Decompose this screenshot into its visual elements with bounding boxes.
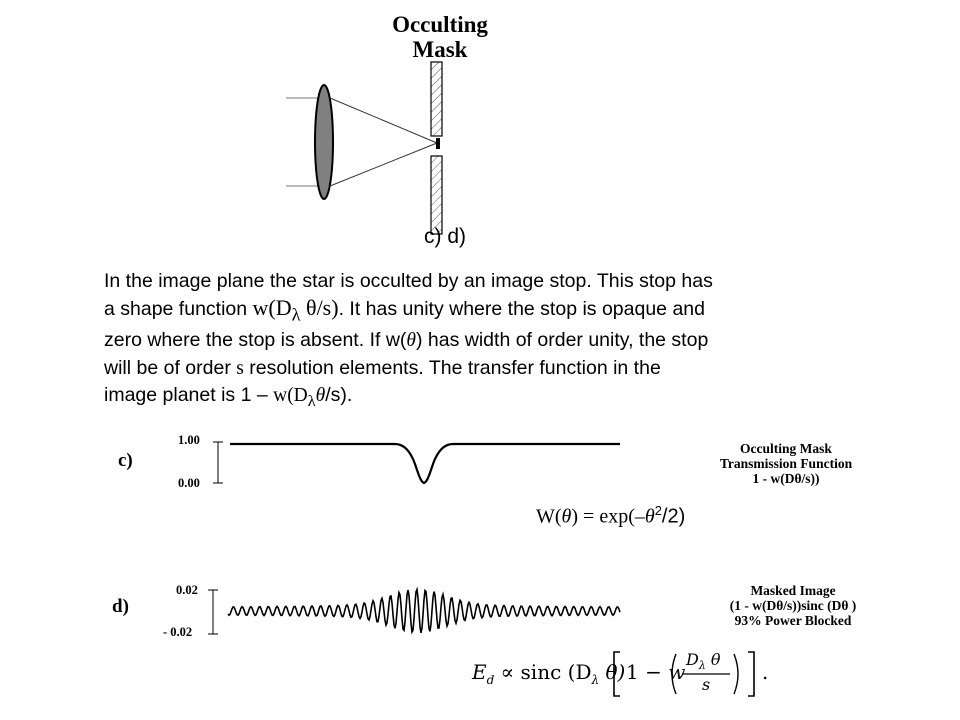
panel-label: c) d)	[424, 225, 466, 248]
panel-c-caption-line3: 1 - w(Dθ/s))	[752, 471, 820, 486]
para-l3-rest: ) has width of order unity, the stop	[416, 329, 709, 352]
panel-c-caption-line1: Occulting Mask	[740, 441, 832, 456]
math-theta-s: θ/s)	[300, 294, 339, 320]
equation-right-bracket	[748, 652, 754, 696]
eq-prop-sinc: ∝ sinc (D	[494, 660, 592, 684]
eq-frac-d: D	[686, 650, 699, 669]
panel-d-tick-top-label: 0.02	[176, 583, 198, 597]
eq-frac-s: s	[702, 675, 711, 694]
math-w-d: w(D	[252, 294, 292, 320]
para-l5-theta: θ	[315, 385, 326, 407]
w-formula-suffix: /2)	[661, 505, 686, 528]
image-stop	[436, 138, 440, 149]
eq-e: E	[472, 660, 487, 684]
panel-d-tick-bottom-label: - 0.02	[163, 625, 193, 639]
eq-theta: θ)	[599, 660, 626, 684]
equation-lhs	[472, 660, 625, 687]
converging-ray-bottom	[330, 143, 437, 186]
transmission-curve	[230, 444, 620, 483]
converging-ray-top	[330, 98, 437, 143]
para-l4-s: s	[236, 357, 244, 379]
w-formula-theta: θ	[561, 505, 572, 528]
w-formula-middle: ) = exp(–	[571, 505, 645, 528]
panel-d-caption	[698, 583, 888, 628]
mask-plate-top	[431, 62, 442, 136]
masked-image-waveform	[228, 590, 620, 633]
mask-title-line2: Mask	[412, 37, 468, 62]
equation-fraction-numerator	[686, 650, 721, 672]
panel-c-caption	[700, 441, 872, 486]
equation-one-minus: 1 − w	[626, 660, 686, 684]
mask-plate-bottom	[431, 156, 442, 234]
mask-title-line1: Occulting	[392, 12, 488, 37]
eq-e-sub: d	[486, 673, 495, 687]
panel-c-label: c)	[118, 450, 133, 471]
panel-c-tick-bottom-label: 0.00	[178, 476, 200, 490]
para-l2-text: a shape function	[104, 297, 253, 320]
lens-shape	[315, 85, 333, 199]
w-formula	[536, 503, 685, 529]
equation-period: .	[762, 660, 769, 684]
para-l5-math: w(D	[273, 385, 308, 407]
para-l3-theta: θ	[406, 330, 416, 352]
para-l5-text: image planet is 1 –	[104, 384, 274, 407]
math-lambda: λ	[291, 303, 301, 324]
panel-c-caption-line2: Transmission Function	[719, 456, 853, 471]
panel-d-caption-line1: Masked Image	[750, 583, 836, 598]
eq-lambda: λ	[591, 673, 600, 687]
equation-right-paren	[734, 654, 738, 694]
equation-fraction-denominator	[702, 675, 710, 694]
eq-frac-theta: θ	[705, 650, 721, 669]
para-line-3	[104, 327, 864, 355]
para-l4-text: will be of order	[104, 356, 237, 379]
description-paragraph	[104, 268, 864, 415]
para-l3-text: zero where the stop is absent. If w(	[104, 329, 407, 352]
para-l5-lambda: λ	[307, 392, 316, 411]
w-formula-theta2: θ	[644, 505, 655, 528]
para-line-1: In the image plane the star is occulted by an image stop. This stop has	[104, 270, 713, 292]
para-line-2	[104, 295, 864, 328]
para-l4-rest: resolution elements. The transfer function in the	[243, 356, 661, 379]
para-line-4	[104, 355, 864, 383]
w-formula-sup: 2	[654, 503, 662, 518]
para-line-5	[104, 382, 864, 414]
eq-frac-lambda: λ	[698, 659, 706, 673]
w-formula-prefix: W(	[536, 505, 562, 528]
para-l2-rest: . It has unity where the stop is opaque and	[338, 297, 705, 320]
panel-d-label: d)	[112, 596, 129, 617]
panel-d-caption-line2: (1 - w(Dθ/s))sinc (Dθ )	[729, 598, 857, 613]
shape-function-math	[252, 294, 339, 324]
panel-d-caption-line3: 93% Power Blocked	[734, 613, 852, 628]
para-l5-rest: /s).	[325, 384, 353, 407]
panel-c-tick-top-label: 1.00	[178, 433, 200, 447]
